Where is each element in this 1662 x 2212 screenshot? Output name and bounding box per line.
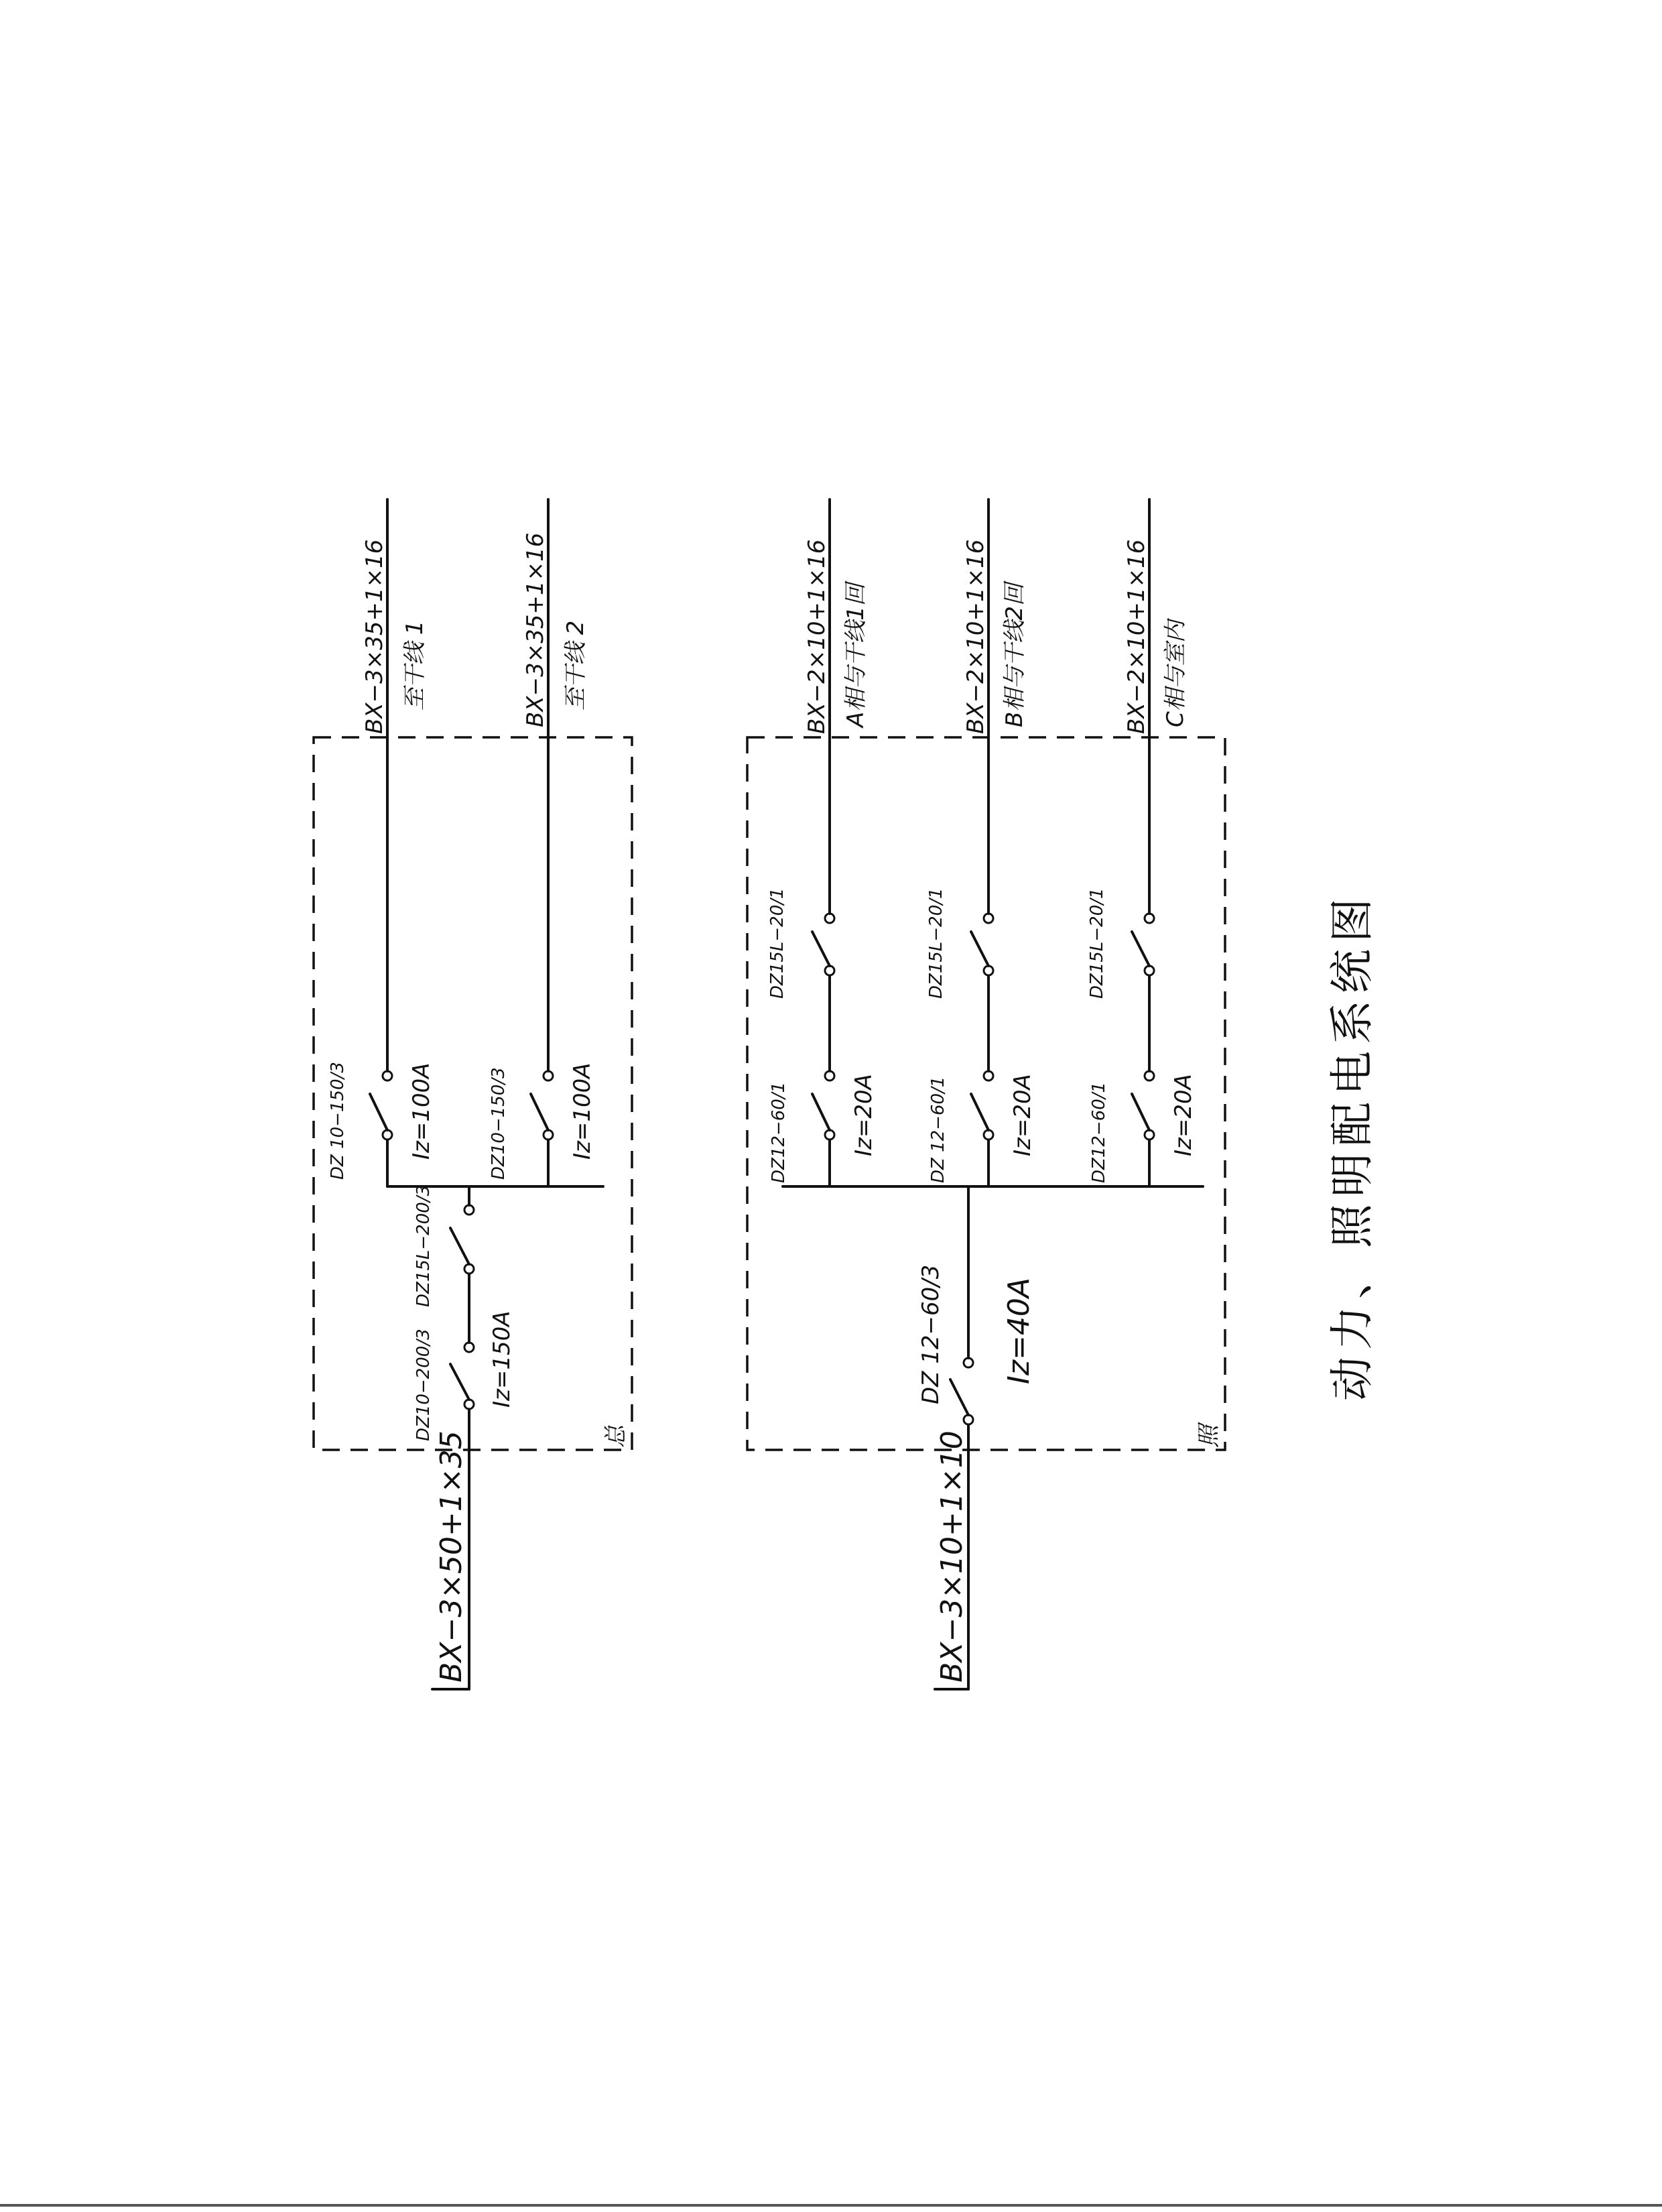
power-panel-tag: 总 [602,1425,629,1448]
diagram-title: 动力、照明配电系统图 [1326,892,1378,1401]
branch-setting-label: Iz=20A [1170,1074,1197,1156]
branch-breaker-contact [984,1071,993,1081]
branch-setting-label: Iz=20A [1009,1074,1036,1156]
branch-load-label: B相与干线2回 [1001,583,1028,727]
lighting-panel-tag: 照 [1196,1425,1222,1448]
branch-setting-label: Iz=20A [850,1074,877,1156]
power-second-breaker-blade [450,1228,469,1264]
branch-breaker-contact [544,1130,553,1140]
branch-load-label: 至干线 2 [562,620,589,711]
branch-breaker1-label: DZ 12−60/1 [928,1076,948,1183]
branch-breaker-contact [1145,1071,1154,1081]
branch-breaker-blade [370,1094,387,1130]
branch-breaker-label: DZ 10−150/3 [328,1062,348,1180]
lighting-main-setting-label: Iz=40A [1002,1277,1036,1384]
power-second-breaker-contact [464,1205,474,1215]
lighting-branch-b [926,499,1036,1186]
power-main-breaker-contact [464,1400,474,1409]
branch-cable-label: BX−2×10+1×16 [962,539,989,734]
branch-breaker-contact [1145,914,1154,923]
branch-breaker-contact [544,1071,553,1081]
lighting-panel [747,499,1225,1689]
branch-breaker-contact [1145,966,1154,975]
power-main-breaker-blade [450,1364,469,1400]
lighting-main-breaker-blade [950,1379,968,1415]
power-second-breaker-contact [464,1264,474,1274]
branch-breaker-blade [1132,1094,1149,1130]
branch-breaker2-label: DZ15L−20/1 [926,887,946,999]
branch-breaker-label: DZ10−150/3 [489,1067,509,1180]
branch-breaker-contact [1145,1130,1154,1140]
power-main-setting-label: Iz=150A [489,1310,515,1408]
branch-breaker-contact [825,966,834,975]
power-second-breaker-label: DZ15L−200/3 [413,1184,434,1307]
lighting-branch-c [1087,499,1197,1186]
branch-breaker2-label: DZ15L−20/1 [767,887,787,999]
power-branch-2 [489,499,596,1186]
power-main-breaker-label: DZ10−200/3 [413,1329,434,1441]
branch-breaker1-label: DZ12−60/1 [769,1081,789,1183]
branch-breaker-contact [984,966,993,975]
branch-load-label: 至干线 1 [401,620,428,711]
branch-breaker-contact [984,914,993,923]
branch-setting-label: Iz=100A [408,1062,435,1160]
lighting-main-breaker-contact [964,1358,973,1367]
branch-breaker-blade [531,1094,548,1130]
branch-cable-label: BX−2×10+1×16 [804,539,830,734]
branch-breaker-blade [812,1094,830,1130]
branch-cable-label: BX−3×35+1×16 [522,532,549,727]
branch-setting-label: Iz=100A [569,1062,596,1160]
branch-cable-label: BX−3×35+1×16 [361,539,388,734]
branch-breaker-contact [825,914,834,923]
page-bottom-rule [0,2204,1662,2207]
power-main-breaker-contact [464,1343,474,1352]
branch-breaker2-label: DZ15L−20/1 [1087,887,1107,999]
branch-breaker-contact [383,1071,392,1081]
lighting-main-breaker-label: DZ 12−60/3 [917,1264,944,1404]
power-incoming-cable: BX−3×50+1×35 [434,1430,468,1682]
branch-breaker-contact [825,1130,834,1140]
branch-cable-label: BX−2×10+1×16 [1123,539,1150,734]
lighting-branch-a [767,499,877,1186]
branch-load-label: C相与室内 [1162,620,1189,727]
lighting-panel-enclosure [747,737,1225,1450]
branch-breaker-contact [825,1071,834,1081]
branch-breaker1-label: DZ12−60/1 [1089,1081,1109,1183]
lighting-incoming-cable: BX−3×10+1×10 [935,1430,969,1682]
power-panel [314,499,632,1689]
branch-breaker-blade [812,932,830,966]
branch-load-label: A相与干线1回 [842,583,869,727]
branch-breaker-blade [971,1094,988,1130]
branch-breaker-contact [984,1130,993,1140]
branch-breaker-contact [383,1130,392,1140]
branch-breaker-blade [1132,932,1149,966]
branch-breaker-blade [971,932,988,966]
lighting-main-breaker-contact [964,1415,973,1424]
power-branch-1 [328,499,435,1186]
